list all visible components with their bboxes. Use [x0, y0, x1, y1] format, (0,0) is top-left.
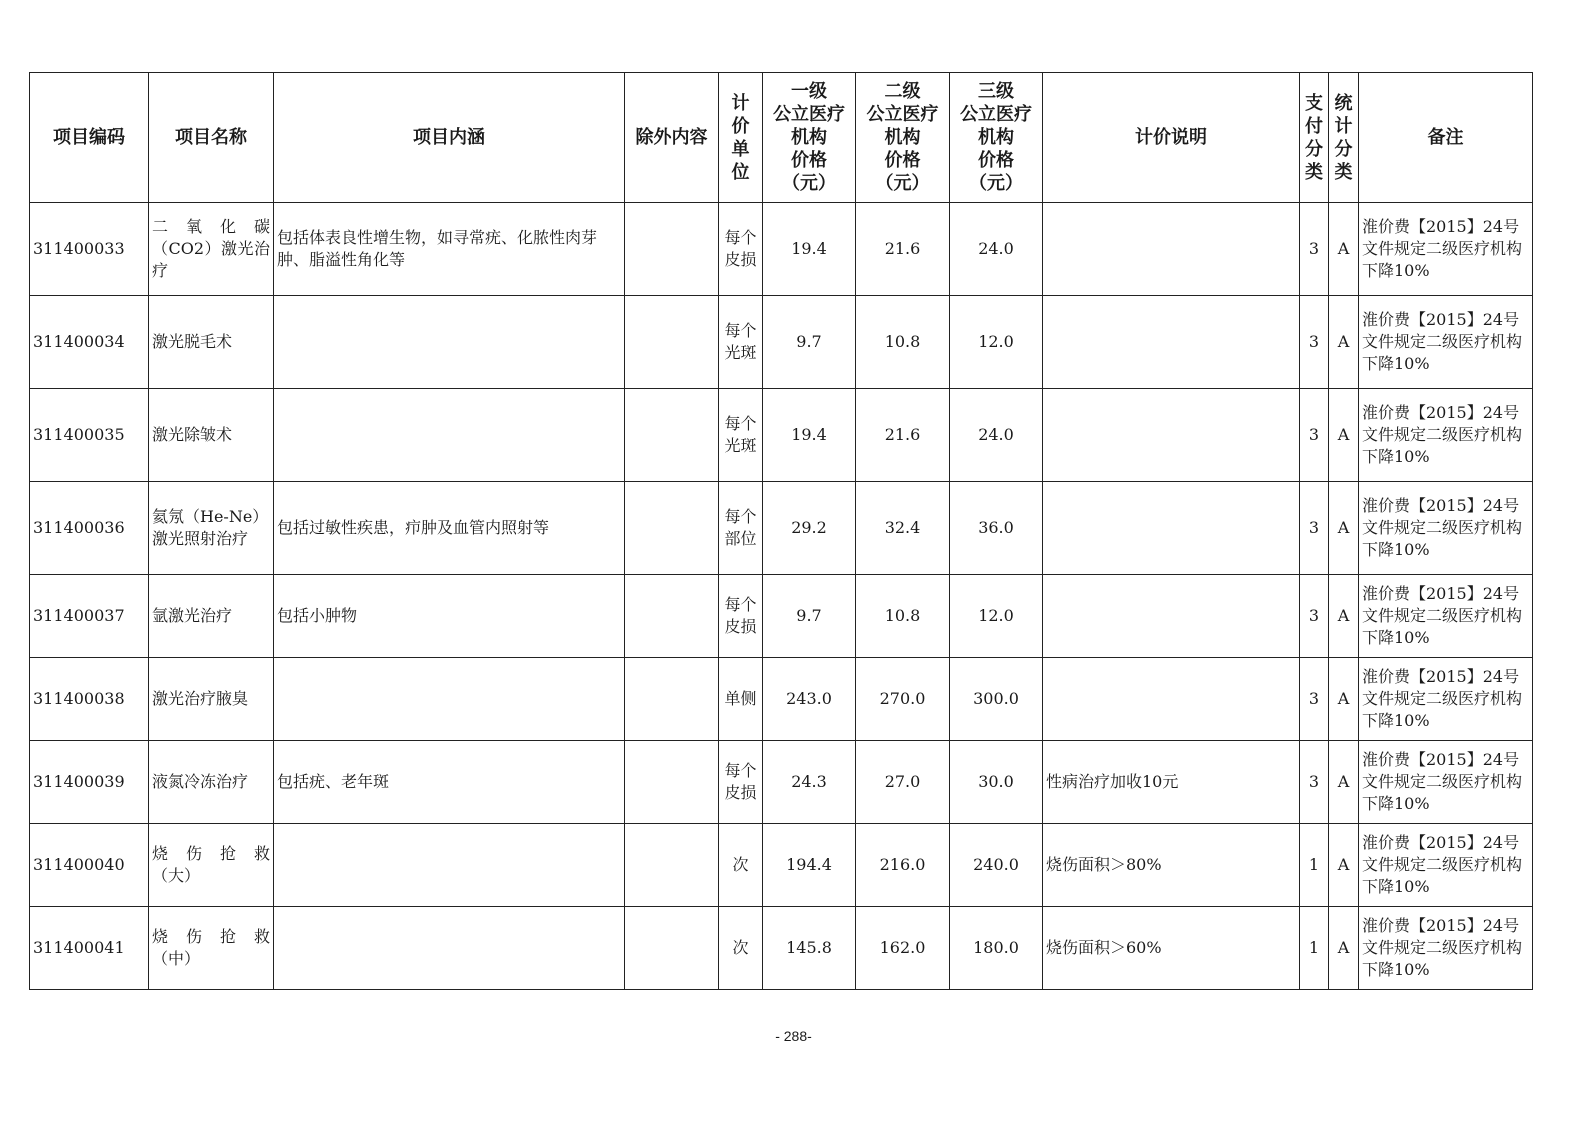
- item-code: 311400041: [30, 907, 149, 990]
- item-content: 包括过敏性疾患，疖肿及血管内照射等: [274, 482, 625, 575]
- item-remark: 淮价费【2015】24号文件规定二级医疗机构下降10%: [1359, 575, 1533, 658]
- item-desc: 烧伤面积＞60%: [1043, 907, 1300, 990]
- item-excluded: [625, 482, 719, 575]
- item-name: 二 氧 化 碳（CO2）激光治疗: [149, 203, 274, 296]
- price-level3: 12.0: [950, 575, 1043, 658]
- price-level1: 243.0: [763, 658, 856, 741]
- item-unit: 每个皮损: [719, 203, 763, 296]
- item-name: 氩激光治疗: [149, 575, 274, 658]
- item-unit: 每个皮损: [719, 741, 763, 824]
- item-code: 311400036: [30, 482, 149, 575]
- item-code: 311400034: [30, 296, 149, 389]
- header-remark: 备注: [1359, 73, 1533, 203]
- price-level2: 21.6: [856, 389, 950, 482]
- item-unit: 每个光斑: [719, 389, 763, 482]
- item-name: 激光治疗腋臭: [149, 658, 274, 741]
- pay-category: 3: [1300, 658, 1329, 741]
- header-desc: 计价说明: [1043, 73, 1300, 203]
- item-desc: 性病治疗加收10元: [1043, 741, 1300, 824]
- item-excluded: [625, 296, 719, 389]
- pay-category: 3: [1300, 741, 1329, 824]
- stat-category: A: [1329, 907, 1359, 990]
- price-level1: 29.2: [763, 482, 856, 575]
- table-row: [30, 203, 1533, 296]
- stat-category: A: [1329, 203, 1359, 296]
- item-code: 311400038: [30, 658, 149, 741]
- item-desc: [1043, 482, 1300, 575]
- price-level3: 24.0: [950, 203, 1043, 296]
- item-name: 氦氖（He-Ne）激光照射治疗: [149, 482, 274, 575]
- item-remark: 淮价费【2015】24号文件规定二级医疗机构下降10%: [1359, 389, 1533, 482]
- item-unit: 次: [719, 824, 763, 907]
- price-level2: 21.6: [856, 203, 950, 296]
- price-level3: 180.0: [950, 907, 1043, 990]
- pay-category: 1: [1300, 907, 1329, 990]
- table-row: [30, 389, 1533, 482]
- price-level2: 27.0: [856, 741, 950, 824]
- price-level3: 30.0: [950, 741, 1043, 824]
- item-excluded: [625, 741, 719, 824]
- item-code: 311400035: [30, 389, 149, 482]
- item-remark: 淮价费【2015】24号文件规定二级医疗机构下降10%: [1359, 741, 1533, 824]
- item-content: [274, 824, 625, 907]
- price-level3: 24.0: [950, 389, 1043, 482]
- pay-category: 3: [1300, 296, 1329, 389]
- pay-category: 3: [1300, 482, 1329, 575]
- price-level1: 145.8: [763, 907, 856, 990]
- header-row: [30, 73, 1533, 203]
- item-unit: 单侧: [719, 658, 763, 741]
- price-level2: 216.0: [856, 824, 950, 907]
- item-code: 311400037: [30, 575, 149, 658]
- price-level2: 162.0: [856, 907, 950, 990]
- item-name: 激光除皱术: [149, 389, 274, 482]
- price-level3: 12.0: [950, 296, 1043, 389]
- item-remark: 淮价费【2015】24号文件规定二级医疗机构下降10%: [1359, 907, 1533, 990]
- stat-category: A: [1329, 575, 1359, 658]
- item-name: 激光脱毛术: [149, 296, 274, 389]
- item-unit: 每个皮损: [719, 575, 763, 658]
- price-level2: 32.4: [856, 482, 950, 575]
- item-excluded: [625, 907, 719, 990]
- price-level1: 19.4: [763, 389, 856, 482]
- price-level3: 300.0: [950, 658, 1043, 741]
- item-desc: [1043, 575, 1300, 658]
- stat-category: A: [1329, 296, 1359, 389]
- price-level2: 10.8: [856, 296, 950, 389]
- item-name: 液氮冷冻治疗: [149, 741, 274, 824]
- price-table: [29, 72, 1533, 990]
- item-desc: [1043, 296, 1300, 389]
- stat-category: A: [1329, 824, 1359, 907]
- header-excluded: 除外内容: [625, 73, 719, 203]
- item-excluded: [625, 824, 719, 907]
- item-name: 烧 伤 抢 救（中）: [149, 907, 274, 990]
- item-remark: 淮价费【2015】24号文件规定二级医疗机构下降10%: [1359, 824, 1533, 907]
- stat-category: A: [1329, 389, 1359, 482]
- header-unit: 计 价 单 位: [719, 73, 763, 203]
- item-content: [274, 658, 625, 741]
- table-row: [30, 482, 1533, 575]
- price-level3: 240.0: [950, 824, 1043, 907]
- item-content: [274, 296, 625, 389]
- header-level2-price: 二级 公立医疗 机构 价格 （元）: [856, 73, 950, 203]
- stat-category: A: [1329, 482, 1359, 575]
- item-content: [274, 389, 625, 482]
- table-row: [30, 907, 1533, 990]
- price-level1: 24.3: [763, 741, 856, 824]
- item-content: [274, 907, 625, 990]
- item-name: 烧 伤 抢 救（大）: [149, 824, 274, 907]
- table-row: [30, 575, 1533, 658]
- item-remark: 淮价费【2015】24号文件规定二级医疗机构下降10%: [1359, 658, 1533, 741]
- item-desc: [1043, 658, 1300, 741]
- item-unit: 每个部位: [719, 482, 763, 575]
- table-row: [30, 741, 1533, 824]
- stat-category: A: [1329, 741, 1359, 824]
- stat-category: A: [1329, 658, 1359, 741]
- header-code: 项目编码: [30, 73, 149, 203]
- item-content: 包括小肿物: [274, 575, 625, 658]
- pay-category: 3: [1300, 389, 1329, 482]
- header-name: 项目名称: [149, 73, 274, 203]
- table-row: [30, 824, 1533, 907]
- price-level2: 10.8: [856, 575, 950, 658]
- item-excluded: [625, 203, 719, 296]
- item-desc: [1043, 203, 1300, 296]
- item-code: 311400039: [30, 741, 149, 824]
- item-excluded: [625, 658, 719, 741]
- item-content: 包括体表良性增生物，如寻常疣、化脓性肉芽肿、脂溢性角化等: [274, 203, 625, 296]
- header-content: 项目内涵: [274, 73, 625, 203]
- item-desc: [1043, 389, 1300, 482]
- item-remark: 淮价费【2015】24号文件规定二级医疗机构下降10%: [1359, 482, 1533, 575]
- item-desc: 烧伤面积＞80%: [1043, 824, 1300, 907]
- header-level1-price: 一级 公立医疗 机构 价格 （元）: [763, 73, 856, 203]
- header-pay-category: 支 付 分 类: [1300, 73, 1329, 203]
- pay-category: 3: [1300, 203, 1329, 296]
- item-remark: 淮价费【2015】24号文件规定二级医疗机构下降10%: [1359, 296, 1533, 389]
- item-code: 311400033: [30, 203, 149, 296]
- item-unit: 每个光斑: [719, 296, 763, 389]
- pay-category: 3: [1300, 575, 1329, 658]
- header-level3-price: 三级 公立医疗 机构 价格 （元）: [950, 73, 1043, 203]
- price-level1: 19.4: [763, 203, 856, 296]
- header-stat-category: 统 计 分 类: [1329, 73, 1359, 203]
- pay-category: 1: [1300, 824, 1329, 907]
- page-number: - 288-: [775, 1028, 812, 1044]
- item-remark: 淮价费【2015】24号文件规定二级医疗机构下降10%: [1359, 203, 1533, 296]
- table-row: [30, 658, 1533, 741]
- price-level3: 36.0: [950, 482, 1043, 575]
- price-level1: 9.7: [763, 575, 856, 658]
- price-level2: 270.0: [856, 658, 950, 741]
- item-unit: 次: [719, 907, 763, 990]
- item-content: 包括疣、老年斑: [274, 741, 625, 824]
- price-level1: 194.4: [763, 824, 856, 907]
- item-code: 311400040: [30, 824, 149, 907]
- table-row: [30, 296, 1533, 389]
- item-excluded: [625, 389, 719, 482]
- item-excluded: [625, 575, 719, 658]
- price-level1: 9.7: [763, 296, 856, 389]
